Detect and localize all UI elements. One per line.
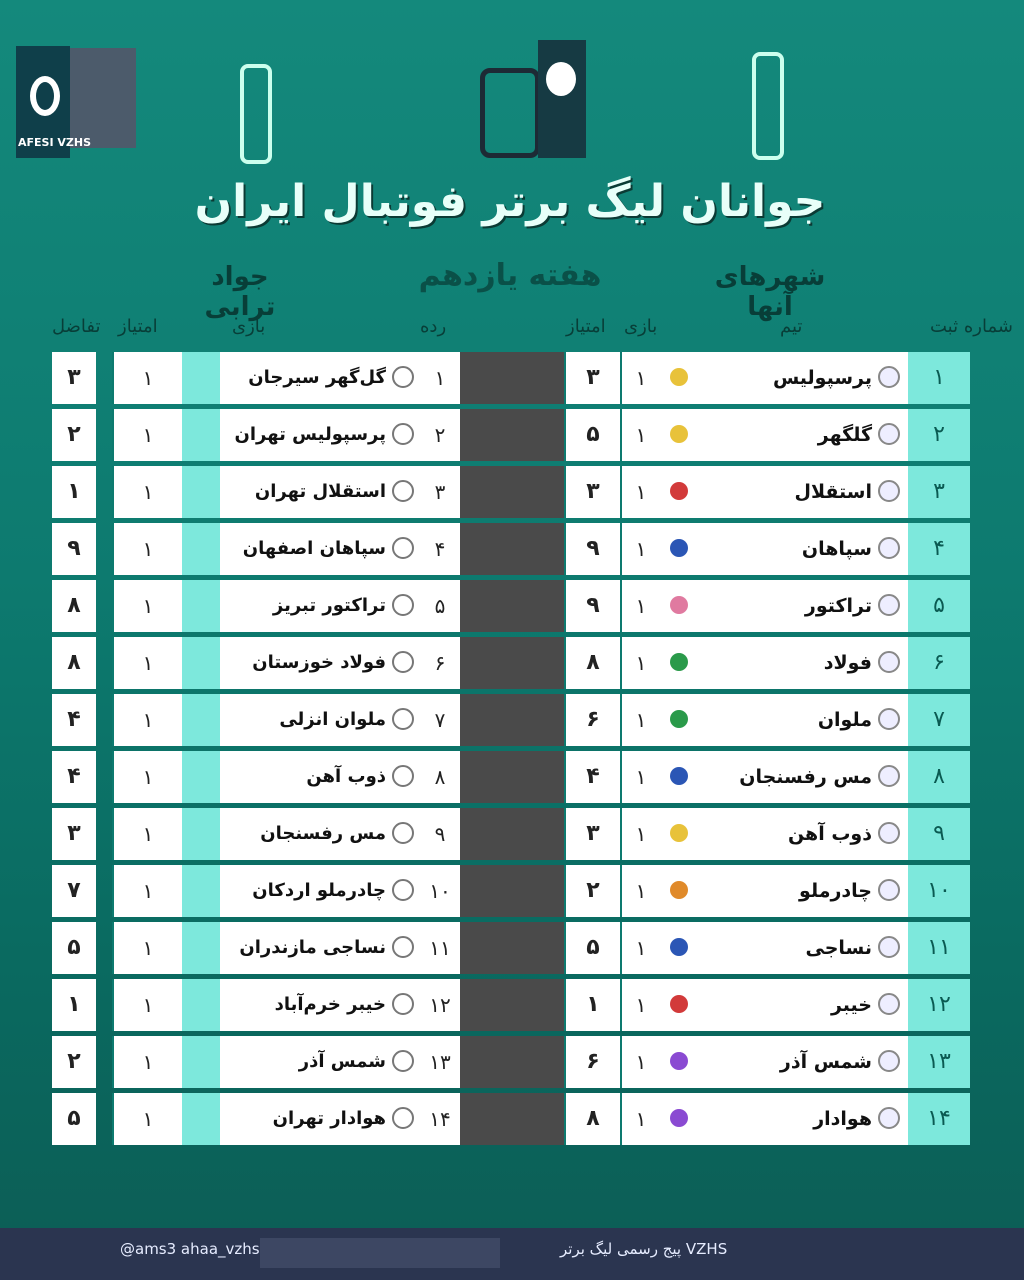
right-rank: ۱۰ — [908, 865, 970, 917]
right-team-cell — [660, 466, 908, 518]
table-row — [0, 409, 1024, 461]
left-gd: ۳ — [52, 808, 96, 860]
team-logo-icon — [878, 594, 900, 616]
right-rank: ۱۳ — [908, 1036, 970, 1088]
left-gd: ۵ — [52, 922, 96, 974]
team-logo-icon — [392, 366, 414, 388]
left-points: ۱ — [112, 523, 182, 575]
team-logo-icon — [392, 1107, 414, 1129]
right-team-cell — [660, 865, 908, 917]
left-played — [182, 1036, 220, 1088]
row-divider — [460, 922, 564, 974]
right-points: ۵ — [564, 409, 620, 461]
left-team-cell — [220, 865, 420, 917]
left-gd: ۸ — [52, 637, 96, 689]
table-row — [0, 580, 1024, 632]
col-left-gd: تفاضل — [52, 316, 101, 337]
col-right-played: بازی — [624, 316, 658, 337]
right-team-cell — [660, 979, 908, 1031]
right-team-name: سپاهان — [801, 538, 872, 560]
left-rank: ۱۳ — [420, 1036, 460, 1088]
left-played — [182, 808, 220, 860]
left-played — [182, 751, 220, 803]
right-played: ۱ — [620, 922, 660, 974]
logo-circle-icon — [546, 62, 576, 96]
left-played — [182, 1093, 220, 1145]
left-played — [182, 865, 220, 917]
right-played: ۱ — [620, 808, 660, 860]
left-played — [182, 409, 220, 461]
row-divider — [460, 865, 564, 917]
row-divider — [460, 409, 564, 461]
left-points: ۱ — [112, 979, 182, 1031]
right-rank: ۸ — [908, 751, 970, 803]
left-gd: ۲ — [52, 1036, 96, 1088]
right-rank: ۷ — [908, 694, 970, 746]
right-played: ۱ — [620, 1036, 660, 1088]
left-played — [182, 694, 220, 746]
logo-panel-secondary — [70, 48, 136, 148]
footer-right-text: VZHS پیج رسمی لیگ برتر — [560, 1240, 728, 1258]
left-team-name: شمس آذر — [298, 1051, 386, 1072]
team-badge-icon — [670, 596, 688, 614]
left-team-cell — [220, 409, 420, 461]
team-badge-icon — [670, 482, 688, 500]
col-left-rank: رده — [420, 316, 447, 337]
left-team-name: هوادار تهران — [272, 1108, 386, 1129]
left-team-cell — [220, 751, 420, 803]
right-played: ۱ — [620, 1093, 660, 1145]
right-team-name: ملوان — [817, 709, 872, 731]
team-logo-icon — [878, 936, 900, 958]
left-rank: ۳ — [420, 466, 460, 518]
table-row — [0, 808, 1024, 860]
team-badge-icon — [670, 881, 688, 899]
table-row — [0, 1036, 1024, 1088]
left-rank: ۱۴ — [420, 1093, 460, 1145]
row-divider — [460, 1093, 564, 1145]
left-gd: ۴ — [52, 751, 96, 803]
right-points: ۲ — [564, 865, 620, 917]
right-played: ۱ — [620, 637, 660, 689]
left-points: ۱ — [112, 580, 182, 632]
col-right-team: تیم — [780, 316, 803, 337]
footer-bar — [0, 1228, 1024, 1280]
right-team-cell — [660, 1093, 908, 1145]
left-team-name: مس رفسنجان — [260, 823, 386, 844]
team-logo-icon — [392, 651, 414, 673]
right-played: ۱ — [620, 694, 660, 746]
row-divider — [460, 466, 564, 518]
right-points: ۳ — [564, 466, 620, 518]
left-team-cell — [220, 922, 420, 974]
left-team-cell — [220, 466, 420, 518]
left-team-name: تراکتور تبریز — [272, 595, 386, 616]
left-team-cell — [220, 352, 420, 404]
right-points: ۶ — [564, 694, 620, 746]
right-played: ۱ — [620, 979, 660, 1031]
col-left-played: بازی — [232, 316, 266, 337]
team-logo-icon — [878, 1107, 900, 1129]
right-points: ۹ — [564, 523, 620, 575]
left-points: ۱ — [112, 865, 182, 917]
row-divider — [460, 352, 564, 404]
left-points: ۱ — [112, 808, 182, 860]
right-team-cell — [660, 694, 908, 746]
row-divider — [460, 580, 564, 632]
right-team-cell — [660, 352, 908, 404]
left-points: ۱ — [112, 751, 182, 803]
left-gd: ۸ — [52, 580, 96, 632]
col-right-points: امتیاز — [566, 316, 606, 337]
right-team-cell — [660, 751, 908, 803]
left-team-cell — [220, 637, 420, 689]
team-logo-icon — [878, 366, 900, 388]
right-group-title: شهرهای آنها — [714, 262, 826, 322]
left-played — [182, 922, 220, 974]
footer-strip — [260, 1238, 500, 1268]
right-team-name: شمس آذر — [779, 1051, 872, 1073]
team-logo-icon — [878, 1050, 900, 1072]
right-played: ۱ — [620, 523, 660, 575]
team-logo-icon — [392, 708, 414, 730]
left-gd: ۷ — [52, 865, 96, 917]
right-points: ۸ — [564, 1093, 620, 1145]
col-left-points: امتیاز — [118, 316, 158, 337]
center-logo — [480, 40, 586, 160]
team-logo-icon — [392, 993, 414, 1015]
row-divider — [460, 523, 564, 575]
left-points: ۱ — [112, 694, 182, 746]
team-logo-icon — [392, 765, 414, 787]
right-team-cell — [660, 922, 908, 974]
left-team-cell — [220, 979, 420, 1031]
left-team-name: ملوان انزلی — [279, 709, 386, 730]
right-points: ۴ — [564, 751, 620, 803]
right-team-name: پرسپولیس — [772, 367, 872, 389]
left-points: ۱ — [112, 352, 182, 404]
right-team-name: نساجی — [805, 937, 872, 959]
left-team-cell — [220, 1036, 420, 1088]
left-team-name: خیبر خرم‌آباد — [274, 994, 386, 1015]
left-points: ۱ — [112, 1093, 182, 1145]
row-divider — [460, 1036, 564, 1088]
team-logo-icon — [392, 879, 414, 901]
right-points: ۵ — [564, 922, 620, 974]
right-team-name: گلگهر — [817, 424, 872, 446]
left-team-name: سپاهان اصفهان — [242, 538, 386, 559]
right-played: ۱ — [620, 409, 660, 461]
left-played — [182, 466, 220, 518]
left-team-name: استقلال تهران — [254, 481, 386, 502]
right-points: ۶ — [564, 1036, 620, 1088]
left-gd: ۳ — [52, 352, 96, 404]
table-row — [0, 979, 1024, 1031]
left-team-name: فولاد خوزستان — [252, 652, 386, 673]
page-title: جوانان لیگ برتر فوتبال ایران — [194, 176, 826, 227]
left-team-name: نساجی مازندران — [239, 937, 386, 958]
table-row — [0, 637, 1024, 689]
right-points: ۳ — [564, 808, 620, 860]
team-badge-icon — [670, 710, 688, 728]
team-logo-icon — [878, 423, 900, 445]
right-rank: ۶ — [908, 637, 970, 689]
left-rank: ۱۲ — [420, 979, 460, 1031]
right-team-cell — [660, 637, 908, 689]
left-team-cell — [220, 808, 420, 860]
row-divider — [460, 979, 564, 1031]
right-played: ۱ — [620, 580, 660, 632]
left-rank: ۹ — [420, 808, 460, 860]
team-badge-icon — [670, 653, 688, 671]
right-rank: ۳ — [908, 466, 970, 518]
left-played — [182, 637, 220, 689]
col-right-rank: شماره ثبت — [930, 316, 1013, 337]
left-team-cell — [220, 694, 420, 746]
right-team-name: فولاد — [823, 652, 872, 674]
left-gd: ۱ — [52, 979, 96, 1031]
right-rank: ۲ — [908, 409, 970, 461]
table-row — [0, 922, 1024, 974]
team-logo-icon — [878, 879, 900, 901]
left-rank: ۸ — [420, 751, 460, 803]
row-divider — [460, 637, 564, 689]
brand-logo — [16, 46, 136, 158]
right-team-cell — [660, 523, 908, 575]
table-row — [0, 751, 1024, 803]
team-badge-icon — [670, 767, 688, 785]
left-team-cell — [220, 580, 420, 632]
right-rank: ۱۱ — [908, 922, 970, 974]
right-rank: ۹ — [908, 808, 970, 860]
team-logo-icon — [392, 423, 414, 445]
left-rank: ۱۱ — [420, 922, 460, 974]
right-points: ۹ — [564, 580, 620, 632]
right-team-cell — [660, 1036, 908, 1088]
left-gd: ۵ — [52, 1093, 96, 1145]
federation-logo — [752, 52, 784, 160]
team-logo-icon — [878, 651, 900, 673]
left-played — [182, 523, 220, 575]
left-rank: ۲ — [420, 409, 460, 461]
team-logo-icon — [878, 480, 900, 502]
right-team-name: ذوب آهن — [787, 823, 872, 845]
right-rank: ۱۲ — [908, 979, 970, 1031]
right-rank: ۵ — [908, 580, 970, 632]
team-logo-icon — [392, 936, 414, 958]
right-team-name: مس رفسنجان — [739, 766, 872, 788]
left-rank: ۵ — [420, 580, 460, 632]
left-team-name: گل‌گهر سیرجان — [248, 367, 386, 388]
left-rank: ۱ — [420, 352, 460, 404]
row-divider — [460, 808, 564, 860]
left-gd: ۲ — [52, 409, 96, 461]
right-played: ۱ — [620, 865, 660, 917]
left-points: ۱ — [112, 409, 182, 461]
team-badge-icon — [670, 425, 688, 443]
table-row — [0, 694, 1024, 746]
table-row — [0, 523, 1024, 575]
right-points: ۱ — [564, 979, 620, 1031]
left-points: ۱ — [112, 637, 182, 689]
team-logo-icon — [878, 708, 900, 730]
logo-ring-icon — [30, 76, 60, 116]
left-group-title: جواد ترابی — [204, 262, 276, 322]
week-label: هفته یازدهم — [418, 258, 602, 293]
left-gd: ۱ — [52, 466, 96, 518]
team-badge-icon — [670, 995, 688, 1013]
logo-frame — [480, 68, 540, 158]
team-logo-icon — [392, 537, 414, 559]
left-rank: ۱۰ — [420, 865, 460, 917]
right-played: ۱ — [620, 466, 660, 518]
logo-block — [538, 40, 586, 158]
left-team-name: ذوب آهن — [306, 766, 386, 787]
left-played — [182, 352, 220, 404]
left-points: ۱ — [112, 466, 182, 518]
team-logo-icon — [392, 822, 414, 844]
table-row — [0, 1093, 1024, 1145]
team-logo-icon — [878, 765, 900, 787]
right-team-cell — [660, 808, 908, 860]
left-played — [182, 979, 220, 1031]
team-badge-icon — [670, 824, 688, 842]
team-badge-icon — [670, 1109, 688, 1127]
right-team-name: استقلال — [794, 481, 872, 503]
left-team-name: چادرملو اردکان — [252, 880, 386, 901]
team-badge-icon — [670, 1052, 688, 1070]
league-logo — [240, 64, 272, 164]
table-row — [0, 466, 1024, 518]
right-rank: ۱ — [908, 352, 970, 404]
footer-left-text: @ams3 ahaa_vzhs — [120, 1240, 260, 1258]
right-rank: ۴ — [908, 523, 970, 575]
table-row — [0, 352, 1024, 404]
right-team-name: هوادار — [813, 1108, 872, 1130]
right-points: ۳ — [564, 352, 620, 404]
team-logo-icon — [878, 822, 900, 844]
row-divider — [460, 751, 564, 803]
right-team-name: تراکتور — [804, 595, 872, 617]
row-divider — [460, 694, 564, 746]
left-rank: ۷ — [420, 694, 460, 746]
left-points: ۱ — [112, 1036, 182, 1088]
logo-tag: AFESI VZHS — [18, 136, 92, 149]
left-team-name: پرسپولیس تهران — [234, 424, 386, 445]
right-team-name: چادرملو — [799, 880, 872, 902]
right-played: ۱ — [620, 751, 660, 803]
right-played: ۱ — [620, 352, 660, 404]
left-team-cell — [220, 523, 420, 575]
left-gd: ۴ — [52, 694, 96, 746]
right-team-cell — [660, 409, 908, 461]
team-logo-icon — [392, 480, 414, 502]
team-badge-icon — [670, 539, 688, 557]
left-gd: ۹ — [52, 523, 96, 575]
right-points: ۸ — [564, 637, 620, 689]
table-row — [0, 865, 1024, 917]
left-team-cell — [220, 1093, 420, 1145]
right-team-cell — [660, 580, 908, 632]
team-logo-icon — [392, 594, 414, 616]
team-logo-icon — [392, 1050, 414, 1072]
left-played — [182, 580, 220, 632]
left-rank: ۴ — [420, 523, 460, 575]
left-rank: ۶ — [420, 637, 460, 689]
team-logo-icon — [878, 537, 900, 559]
left-points: ۱ — [112, 922, 182, 974]
team-badge-icon — [670, 368, 688, 386]
right-rank: ۱۴ — [908, 1093, 970, 1145]
right-team-name: خیبر — [830, 994, 872, 1016]
team-badge-icon — [670, 938, 688, 956]
team-logo-icon — [878, 993, 900, 1015]
